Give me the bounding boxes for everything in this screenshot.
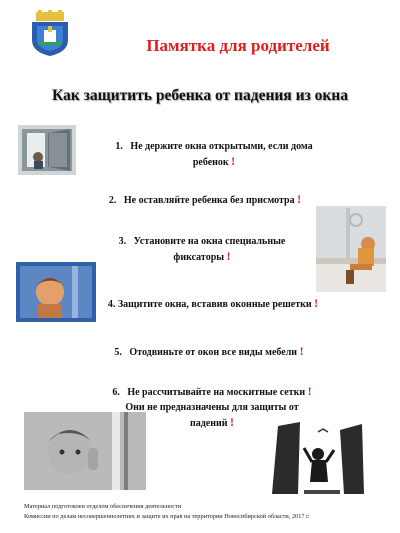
- silhouette-at-window-photo: [268, 420, 366, 494]
- tip-1: [84, 139, 344, 170]
- child-behind-glass-photo: [16, 262, 96, 322]
- tip-6: [76, 384, 348, 431]
- footer-line: Материал подготовлен отделом обеспечения деятельности: [24, 503, 182, 510]
- tip-text: ребенок: [192, 157, 229, 168]
- tip-text: Не держите окна открытыми, если дома: [130, 141, 313, 152]
- coat-of-arms-icon: [30, 10, 70, 56]
- child-at-window-photo: [316, 206, 386, 292]
- tip-3: [92, 234, 312, 265]
- tip-number: 3.: [118, 236, 127, 247]
- tip-2: [70, 192, 340, 208]
- footer-line: Комиссии по делам несовершеннолетних и защите их прав на территории Новосибирской области, 2017 г.: [24, 513, 310, 520]
- tip-text: Установите на окна специальные: [133, 236, 286, 247]
- tip-text: Защитите окна, вставив оконные решетки: [117, 299, 312, 310]
- tip-4: [74, 296, 352, 312]
- tip-number: 1.: [115, 141, 123, 152]
- exclamation-mark: !: [299, 344, 304, 358]
- exclamation-mark: !: [314, 296, 319, 310]
- exclamation-mark: !: [297, 192, 302, 206]
- tip-text: фиксаторы: [173, 252, 225, 263]
- page-subtitle: Как защитить ребенка от падения из окна: [52, 87, 348, 104]
- exclamation-mark: !: [230, 415, 235, 429]
- exclamation-mark: !: [307, 384, 312, 398]
- tip-number: 2.: [108, 195, 117, 206]
- exclamation-mark: !: [231, 154, 236, 168]
- tip-text: Не оставляйте ребенка без присмотра: [123, 195, 295, 206]
- tip-text: Отодвиньте от окон все виды мебели: [129, 347, 298, 358]
- tip-text: Не рассчитывайте на москитные сетки: [127, 387, 306, 398]
- tip-5: [84, 344, 334, 360]
- open-window-photo: [18, 125, 76, 175]
- page-title: Памятка для родителей: [146, 36, 330, 55]
- exclamation-mark: !: [226, 249, 231, 263]
- tip-number: 4.: [107, 299, 116, 310]
- tip-text: падений: [189, 418, 228, 429]
- tip-number: 6.: [112, 387, 120, 398]
- footer-credit: [24, 502, 310, 522]
- tip-text: Они не предназначены для защиты от: [125, 402, 299, 413]
- tip-number: 5.: [114, 347, 122, 358]
